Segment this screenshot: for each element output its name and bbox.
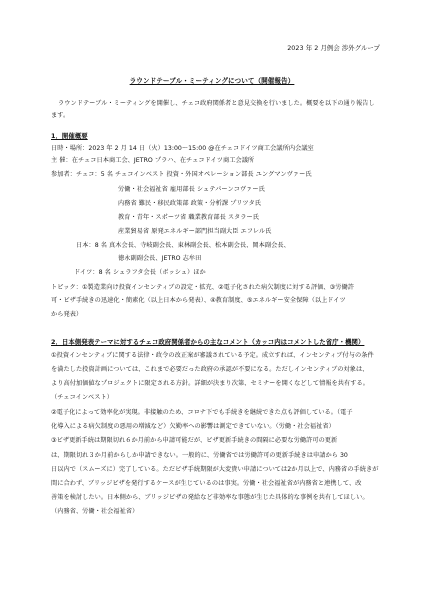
s1-line: 教育・青年・スポーツ省 職業教育部長 スタラー氏 bbox=[118, 214, 260, 221]
s1-line: 日時・場所：2023 年 2 月 14 日（火）13:00～15:00 @在チェコドイツ商工会議所内会議室 bbox=[51, 145, 314, 152]
s1-line: 主 催：在チェコ日本商工会、JETRO プラハ、在チェコドイツ商工会議所 bbox=[51, 157, 255, 164]
s2-line: 善策を検討したい。日本側から、ブリッジビザの発給など非効率な事態が生じた具体的な事例を共有してほしい。 bbox=[51, 494, 369, 501]
s1-line: 産業貿易省 原発エネルギー部門担当副大臣 エフレル氏 bbox=[118, 228, 272, 235]
s2-line: は、期限切れ３か月前からしか申請できない。一般的に、労働省では労働許可の更新手続きは申請から 30 bbox=[51, 452, 348, 459]
s1-line: 徳永副副会長、JETRO 志牟田 bbox=[118, 255, 202, 262]
s2-line: ②電子化によって効率化が実現。非接触のため、コロナ下でも手続きを継続できた点も評価している。（電子 bbox=[51, 409, 353, 416]
s2-line: ①投資インセンティブに関する法律・政令の改正案が審議されている予定。成立すれば、インセンティブ付与の条件 bbox=[51, 352, 374, 359]
section1-heading: 1．開催概要 bbox=[51, 132, 88, 140]
s1-line: 可・ビザ手続きの迅速化・簡素化（以上日本から発表）、④教育制度、⑤エネルギー安全保障（以上ドイツ bbox=[51, 297, 346, 304]
intro-line-1: ラウンドテーブル・ミーティングを開催し、チェコ政府関係者と意見交換を行いました。概要を以下の通り報告し bbox=[58, 100, 375, 107]
s2-line: 日以内で（スムーズに）完了している。ただビザ手続期限が大変貴い申請については2か月以上で、内務省の手続きが bbox=[51, 466, 379, 473]
s1-line: 内務省 難民・移民政策部 政策・分析課 プリツタ氏 bbox=[118, 200, 261, 207]
s1-line: トピック：①製造業向け投資インセンティブの設定・拡充、②電子化された病欠制度に対する評価、③労働許 bbox=[51, 284, 354, 291]
header-org: 2023 年 2 月例会 渉外グループ bbox=[287, 44, 380, 52]
s2-line: ③ビザ更新手続は期限切れ６か月前から申請可能だが、ビザ更新手続きの間隔に必要な労働許可の更新 bbox=[51, 437, 338, 444]
s2-line: より高付加価値なプロジェクトに限定される方針。詳細が決まり次第、セミナーを開くなどして情報を共有する。 bbox=[51, 380, 369, 387]
s2-line: 化導入による病欠制度の悪用の増減など）欠勤率への影響は測定できていない。（労働・社会福祉省） bbox=[51, 423, 335, 430]
s2-line: 間に合わず、ブリッジビザを発行するケースが生じているのは事実。労働・社会福祉省が内務省と連携して、改 bbox=[51, 480, 362, 487]
s2-line: （内務省、労働・社会福祉省） bbox=[51, 508, 139, 515]
s1-line: ドイツ：8 名 シュラフタ会長（ボッシュ）ほか bbox=[74, 269, 206, 276]
intro-line-2: ます。 bbox=[51, 112, 70, 119]
section2-heading: 2．日本側発表テーマに対するチェコ政府関係者からの主なコメント（カッコ内はコメントした省庁・機関） bbox=[51, 338, 365, 346]
s2-line: （チェコインベスト） bbox=[51, 394, 114, 401]
s1-line: から発表） bbox=[51, 311, 83, 318]
s1-line: 参加者：チェコ：5 名 チェコインベスト 投資・外国オペレーション部長 ユングマンヴァー氏 bbox=[51, 171, 312, 178]
s1-line: 日本：8 名 真木会長、寺岐副会長、東林副会長、松本副会長、岡本副会長、 bbox=[76, 242, 290, 249]
s2-line: を満たした投資計画については、これまで必要だった政府の承認が不要になる。ただしインセンティブの対象は、 bbox=[51, 366, 369, 373]
document-title: ラウンドテーブル・ミーティングについて（開催報告） bbox=[129, 77, 295, 85]
s1-line: 労働・社会福祉省 雇用部長 シュテパーンコヴァー氏 bbox=[118, 186, 265, 193]
